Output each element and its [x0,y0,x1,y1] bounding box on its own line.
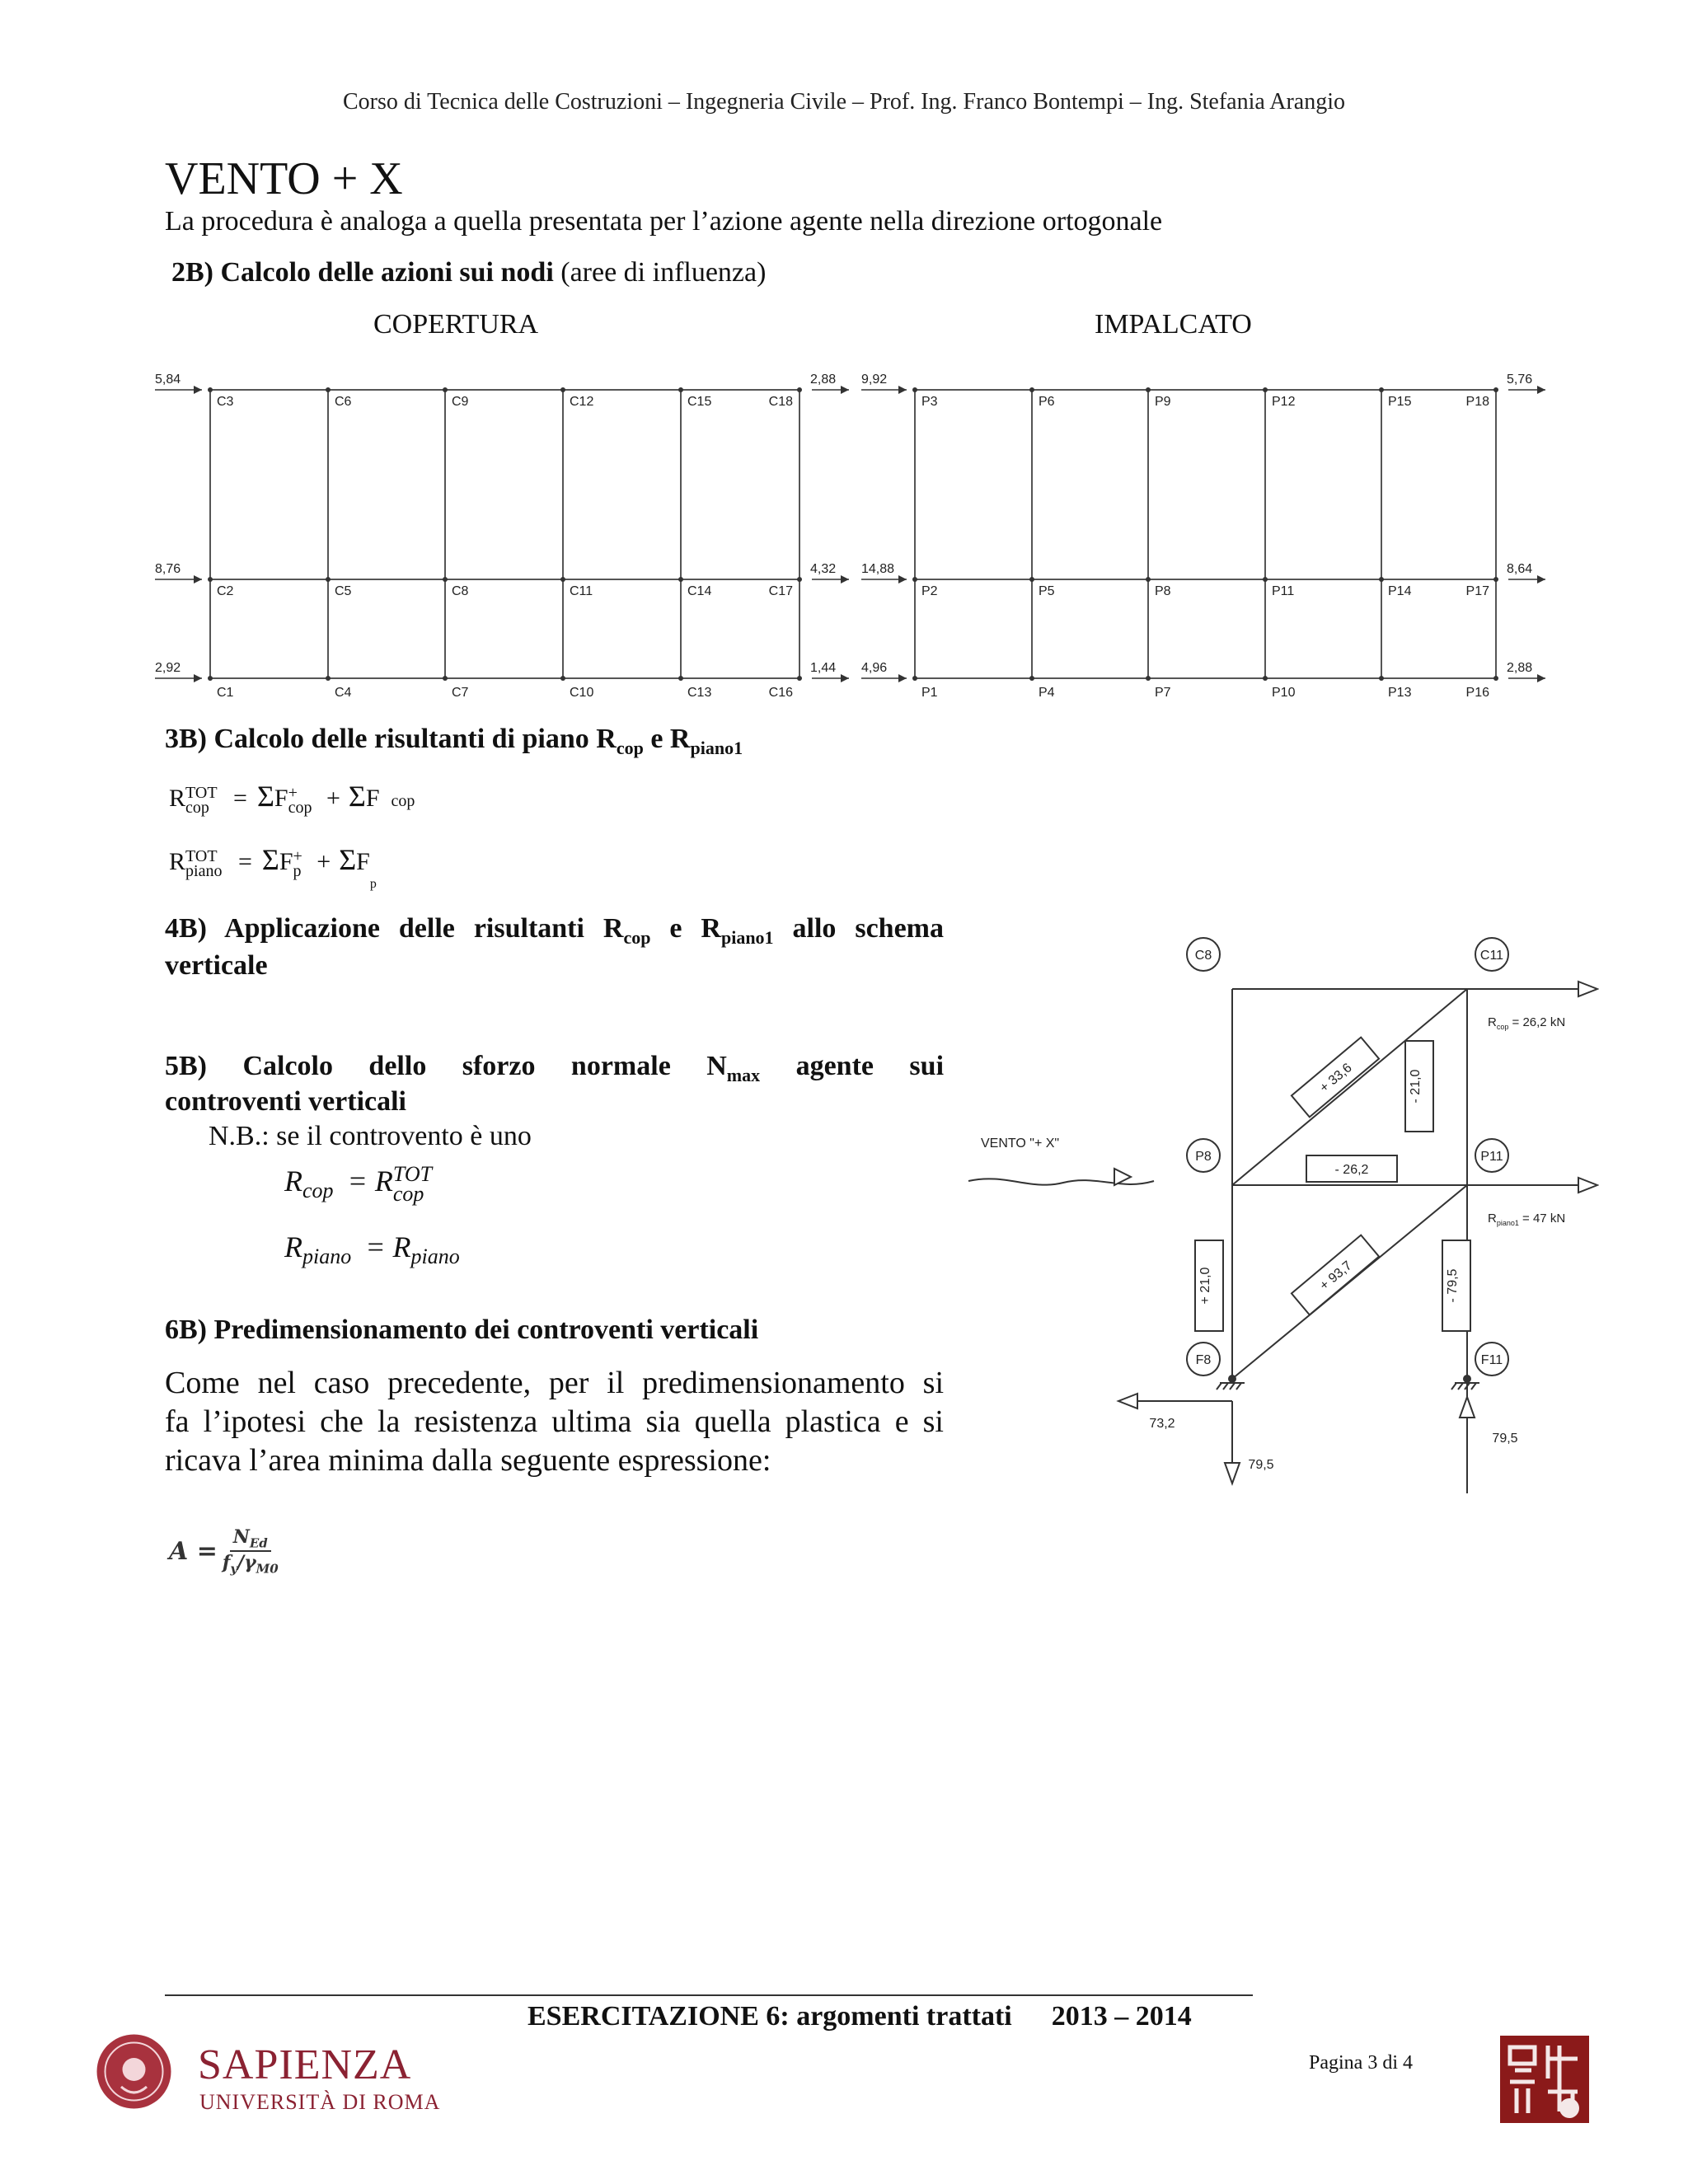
eq-cop-sub: cop [302,1179,334,1203]
impalcato-node-label: P13 [1388,686,1412,700]
copertura-node-dot [443,577,448,582]
eq-piano-sub: piano [302,1244,352,1269]
copertura-node-dot [678,577,683,582]
node-label-c8: C8 [1194,949,1212,963]
impalcato-force-right-arrow-head [1537,575,1545,583]
red-stamp [1498,2034,1591,2125]
impalcato-node-label: P1 [921,686,938,700]
footer-year: 2013 – 2014 [1051,2001,1192,2032]
copertura-node-label: C14 [687,584,712,598]
step-3b-sub2: piano1 [690,737,743,758]
impalcato-node-label: P2 [921,584,938,598]
impalcato-node-dot [912,387,917,392]
impalcato-node-label: P3 [921,395,938,409]
node-label-p8: P8 [1195,1150,1212,1164]
impalcato-node-label: P11 [1272,584,1295,598]
impalcato-node-dot [1146,676,1151,681]
copertura-node-dot [560,577,565,582]
impalcato-title: IMPALCATO [1095,309,1252,340]
copertura-node-dot [797,676,802,681]
impalcato-node-label: P9 [1155,395,1171,409]
node-label-f11: F11 [1480,1353,1503,1367]
page-header: Corso di Tecnica delle Costruzioni – Ingegneria Civile – Prof. Ing. Franco Bontempi – Ing. Stefania Arangio [342,89,1346,115]
value-col-bot-right: - 79,5 [1446,1268,1460,1303]
copertura-node-label: C2 [217,584,234,598]
impalcato-force-left-arrow-head [898,575,907,583]
value-col-bot-left: + 21,0 [1198,1267,1212,1305]
f2-sigma2: Σ [339,843,357,876]
copertura-node-dot [678,676,683,681]
impalcato-force-right-label: 8,64 [1507,562,1533,576]
step-5b-b: agente sui [760,1051,945,1081]
f1-f2: F [365,785,380,812]
f1-fsup: + [288,784,298,803]
impalcato-force-left-arrow-head [898,386,907,394]
step-2b-bold: 2B) Calcolo delle azioni sui nodi [171,257,554,288]
reaction-v-left-head [1225,1463,1240,1483]
copertura-node-dot [443,387,448,392]
sapienza-name: SAPIENZA [198,2041,412,2088]
impalcato-node-dot [1493,676,1498,681]
copertura-node-dot [208,577,213,582]
impalcato-force-left-label: 4,96 [861,661,888,675]
copertura-node-dot [326,577,331,582]
impalcato-force-right-label: 5,76 [1507,373,1533,387]
impalcato-node-dot [1029,676,1034,681]
wind-label: VENTO "+ X" [981,1137,1060,1151]
impalcato-node-label: P4 [1039,686,1055,700]
copertura-force-right-label: 2,88 [810,373,837,387]
impalcato-node-dot [1029,577,1034,582]
area-formula-den-sub: y [230,1561,238,1577]
f1-f: F [274,785,288,812]
rpiano-arrowhead [1578,1178,1597,1193]
hinge-right [1464,1376,1470,1382]
impalcato-node-dot [912,676,917,681]
eq-cop-sub2: cop [392,1181,424,1206]
area-formula-a: A = [169,1536,218,1566]
frame-diagram [956,923,1599,1516]
footer-rule [165,1994,1253,1996]
node-label-p11: P11 [1480,1150,1503,1164]
copertura-node-label: C15 [687,395,712,409]
f2-r: R [169,848,186,875]
copertura-node-label: C17 [768,584,793,598]
impalcato-node-dot [1493,577,1498,582]
reaction-v-right-head [1460,1397,1475,1418]
impalcato-node-label: P7 [1155,686,1171,700]
f2-f: F [279,848,293,875]
step-3b-and: e R [643,724,691,754]
copertura-node-label: C1 [217,686,234,700]
step-3b-sub1: cop [616,737,644,758]
copertura-node-label: C4 [335,686,352,700]
copertura-node-label: C9 [452,395,469,409]
step-4b-s1: cop [623,926,651,948]
rcop-arrowhead [1578,982,1597,996]
f2-f2: F [356,848,370,875]
impalcato-node-dot [1379,676,1384,681]
value-diag-top: + 33,6 [1317,1061,1355,1096]
copertura-node-label: C11 [570,584,593,598]
impalcato-node-dot [1379,387,1384,392]
node-label-f8: F8 [1195,1353,1212,1367]
copertura-node-dot [797,577,802,582]
f1-plus: + [326,785,340,812]
copertura-node-dot [208,676,213,681]
f2-eq: = [237,848,252,875]
formula-r-piano [169,842,377,891]
impalcato-node-dot [1379,577,1384,582]
rpiano-sub: piano1 [1496,1219,1519,1227]
reaction-h-left-head [1118,1394,1137,1408]
impalcato-force-right-label: 2,88 [1507,661,1533,675]
step-5b-line2: controventi verticali [165,1086,407,1117]
f1-sub: cop [185,799,209,818]
reaction-v-right-value: 79,5 [1492,1432,1518,1446]
area-formula-den2-sub: M0 [256,1561,279,1577]
copertura-node-label: C5 [335,584,352,598]
step-4b-line1 [165,913,944,949]
impalcato-force-right-arrow-head [1537,386,1545,394]
node-label-c11: C11 [1479,949,1504,963]
copertura-node-label: C3 [217,395,234,409]
equation-r-cop [284,1161,433,1206]
rpiano-r: R [1488,1212,1497,1226]
step-4b-a: 4B) Applicazione delle risultanti R [165,913,624,944]
section-title: VENTO + X [165,153,403,204]
copertura-force-right-label: 4,32 [810,562,837,576]
f1-sigma: Σ [256,780,274,813]
eq-cop-r: R [284,1165,302,1197]
footer-title-text: ESERCITAZIONE 6: argomenti trattati [528,2001,1012,2032]
eq-cop-eq: = R [347,1165,393,1197]
copertura-force-left-label: 8,76 [155,562,181,576]
eq-cop-sup: TOT [392,1161,433,1186]
f2-plus: + [316,848,331,875]
impalcato-node-dot [1263,676,1268,681]
copertura-force-right-arrow-head [841,575,849,583]
impalcato-force-right-arrow-head [1537,674,1545,682]
page-number: Pagina 3 di 4 [1309,2052,1413,2074]
copertura-force-left-arrow-head [194,386,202,394]
value-col-top-right: - 21,0 [1409,1069,1423,1104]
eq-piano-r: R [284,1230,302,1263]
copertura-node-label: C16 [768,686,793,700]
f1-r: R [169,785,186,812]
f1-fsub: cop [288,799,312,818]
step-5b-line1 [165,1051,944,1086]
copertura-node-label: C13 [687,686,712,700]
value-beam-mid: - 26,2 [1334,1163,1369,1177]
paragraph-line-3: ricava l’area minima dalla seguente espressione: [165,1443,771,1478]
f2-f2sub: p [369,877,377,891]
copertura-force-left-label: 2,92 [155,661,181,675]
step-3b [165,724,743,759]
support-left [1217,1383,1245,1390]
wind-arrowhead [1114,1169,1131,1185]
rpiano-val: = 47 kN [1518,1212,1566,1226]
copertura-node-dot [326,676,331,681]
support-right [1451,1383,1479,1390]
paragraph-line-1: Come nel caso precedente, per il predimensionamento si [165,1366,944,1400]
sapienza-seal [95,2032,173,2111]
impalcato-node-dot [1493,387,1498,392]
area-formula-num: N [232,1526,250,1548]
f2-fsub: p [293,862,302,881]
rcop-val: = 26,2 kN [1508,1015,1566,1029]
copertura-force-left-label: 5,84 [155,373,181,387]
impalcato-node-label: P10 [1272,686,1296,700]
impalcato-node-dot [1146,387,1151,392]
equation-r-piano [284,1230,460,1269]
impalcato-node-label: P6 [1039,395,1055,409]
copertura-node-dot [797,387,802,392]
copertura-force-left-arrow-head [194,674,202,682]
f1-f2sub: cop [391,792,415,810]
rcop-r: R [1488,1015,1497,1029]
intro-text: La procedura è analoga a quella presentata per l’azione agente nella direzione ortogonale [165,206,1163,237]
impalcato-node-label: P8 [1155,584,1171,598]
step-5b-note: N.B.: se il controvento è uno [209,1121,532,1151]
impalcato-node-dot [1263,387,1268,392]
copertura-force-left-arrow-head [194,575,202,583]
copertura-node-label: C7 [452,686,469,700]
reaction-h-left-value: 73,2 [1149,1417,1175,1431]
step-5b-s1: max [726,1064,761,1085]
copertura-title: COPERTURA [373,309,539,340]
impalcato-node-label: P14 [1388,584,1412,598]
reaction-v-left-value: 79,5 [1248,1458,1274,1472]
eq-piano-sub2: piano [410,1244,460,1269]
copertura-node-label: C8 [452,584,469,598]
step-2b-normal: (aree di influenza) [553,257,767,288]
area-formula-num-sub: Ed [249,1535,268,1551]
copertura-force-right-arrow-head [841,674,849,682]
copertura-node-dot [560,387,565,392]
impalcato-force-left-label: 9,92 [861,373,888,387]
rpiano-label [1488,1212,1565,1227]
f1-sup: TOT [185,784,218,803]
eq-piano-eq: = R [365,1230,411,1263]
copertura-force-right-arrow-head [841,386,849,394]
impalcato-node-dot [912,577,917,582]
area-formula-den2: /γ [237,1552,256,1574]
f2-sigma: Σ [261,843,279,876]
rcop-sub: cop [1496,1023,1509,1031]
step-5b-a: 5B) Calcolo dello sforzo normale N [165,1051,727,1081]
hinge-left [1229,1376,1236,1382]
sapienza-subtitle: UNIVERSITÀ DI ROMA [199,2090,441,2114]
copertura-node-dot [326,387,331,392]
impalcato-node-label: P17 [1465,584,1489,598]
impalcato-node-label: P15 [1388,395,1412,409]
plan-drawings [0,354,1688,709]
impalcato-node-label: P12 [1272,395,1296,409]
step-2b [171,257,766,288]
impalcato-node-dot [1029,387,1034,392]
area-formula-den: f [222,1552,231,1574]
impalcato-force-left-arrow-head [898,674,907,682]
rcop-label [1488,1015,1565,1031]
f2-fsup: + [293,847,302,866]
step-4b-s2: piano1 [720,926,774,948]
copertura-force-right-label: 1,44 [810,661,837,675]
f1-eq: = [233,785,247,812]
impalcato-node-label: P5 [1039,584,1055,598]
copertura-node-label: C6 [335,395,352,409]
impalcato-node-dot [1263,577,1268,582]
impalcato-node-dot [1146,577,1151,582]
area-formula [169,1526,279,1577]
conclusion-paragraph [165,1364,944,1480]
copertura-node-label: C12 [570,395,594,409]
f1-sigma2: Σ [348,780,366,813]
value-diag-bot: + 93,7 [1317,1258,1355,1294]
paragraph-line-2: fa l’ipotesi che la resistenza ultima sia quella plastica e si [165,1404,944,1439]
step-6b: 6B) Predimensionamento dei controventi verticali [165,1315,759,1345]
step-3b-text: 3B) Calcolo delle risultanti di piano R [165,724,617,754]
impalcato-node-label: P16 [1465,686,1489,700]
formula-r-cop [169,779,415,818]
impalcato-force-left-label: 14,88 [861,562,895,576]
copertura-node-label: C18 [768,395,793,409]
copertura-node-dot [208,387,213,392]
step-4b-c: allo schema [773,913,944,944]
copertura-node-dot [443,676,448,681]
impalcato-node-label: P18 [1465,395,1489,409]
copertura-node-label: C10 [570,686,594,700]
copertura-node-dot [560,676,565,681]
copertura-node-dot [678,387,683,392]
f2-sub: piano [185,862,223,881]
step-4b-b: e R [650,913,721,944]
step-4b-line2: verticale [165,950,268,981]
f2-sup: TOT [185,847,218,866]
footer-title [528,2001,1192,2032]
